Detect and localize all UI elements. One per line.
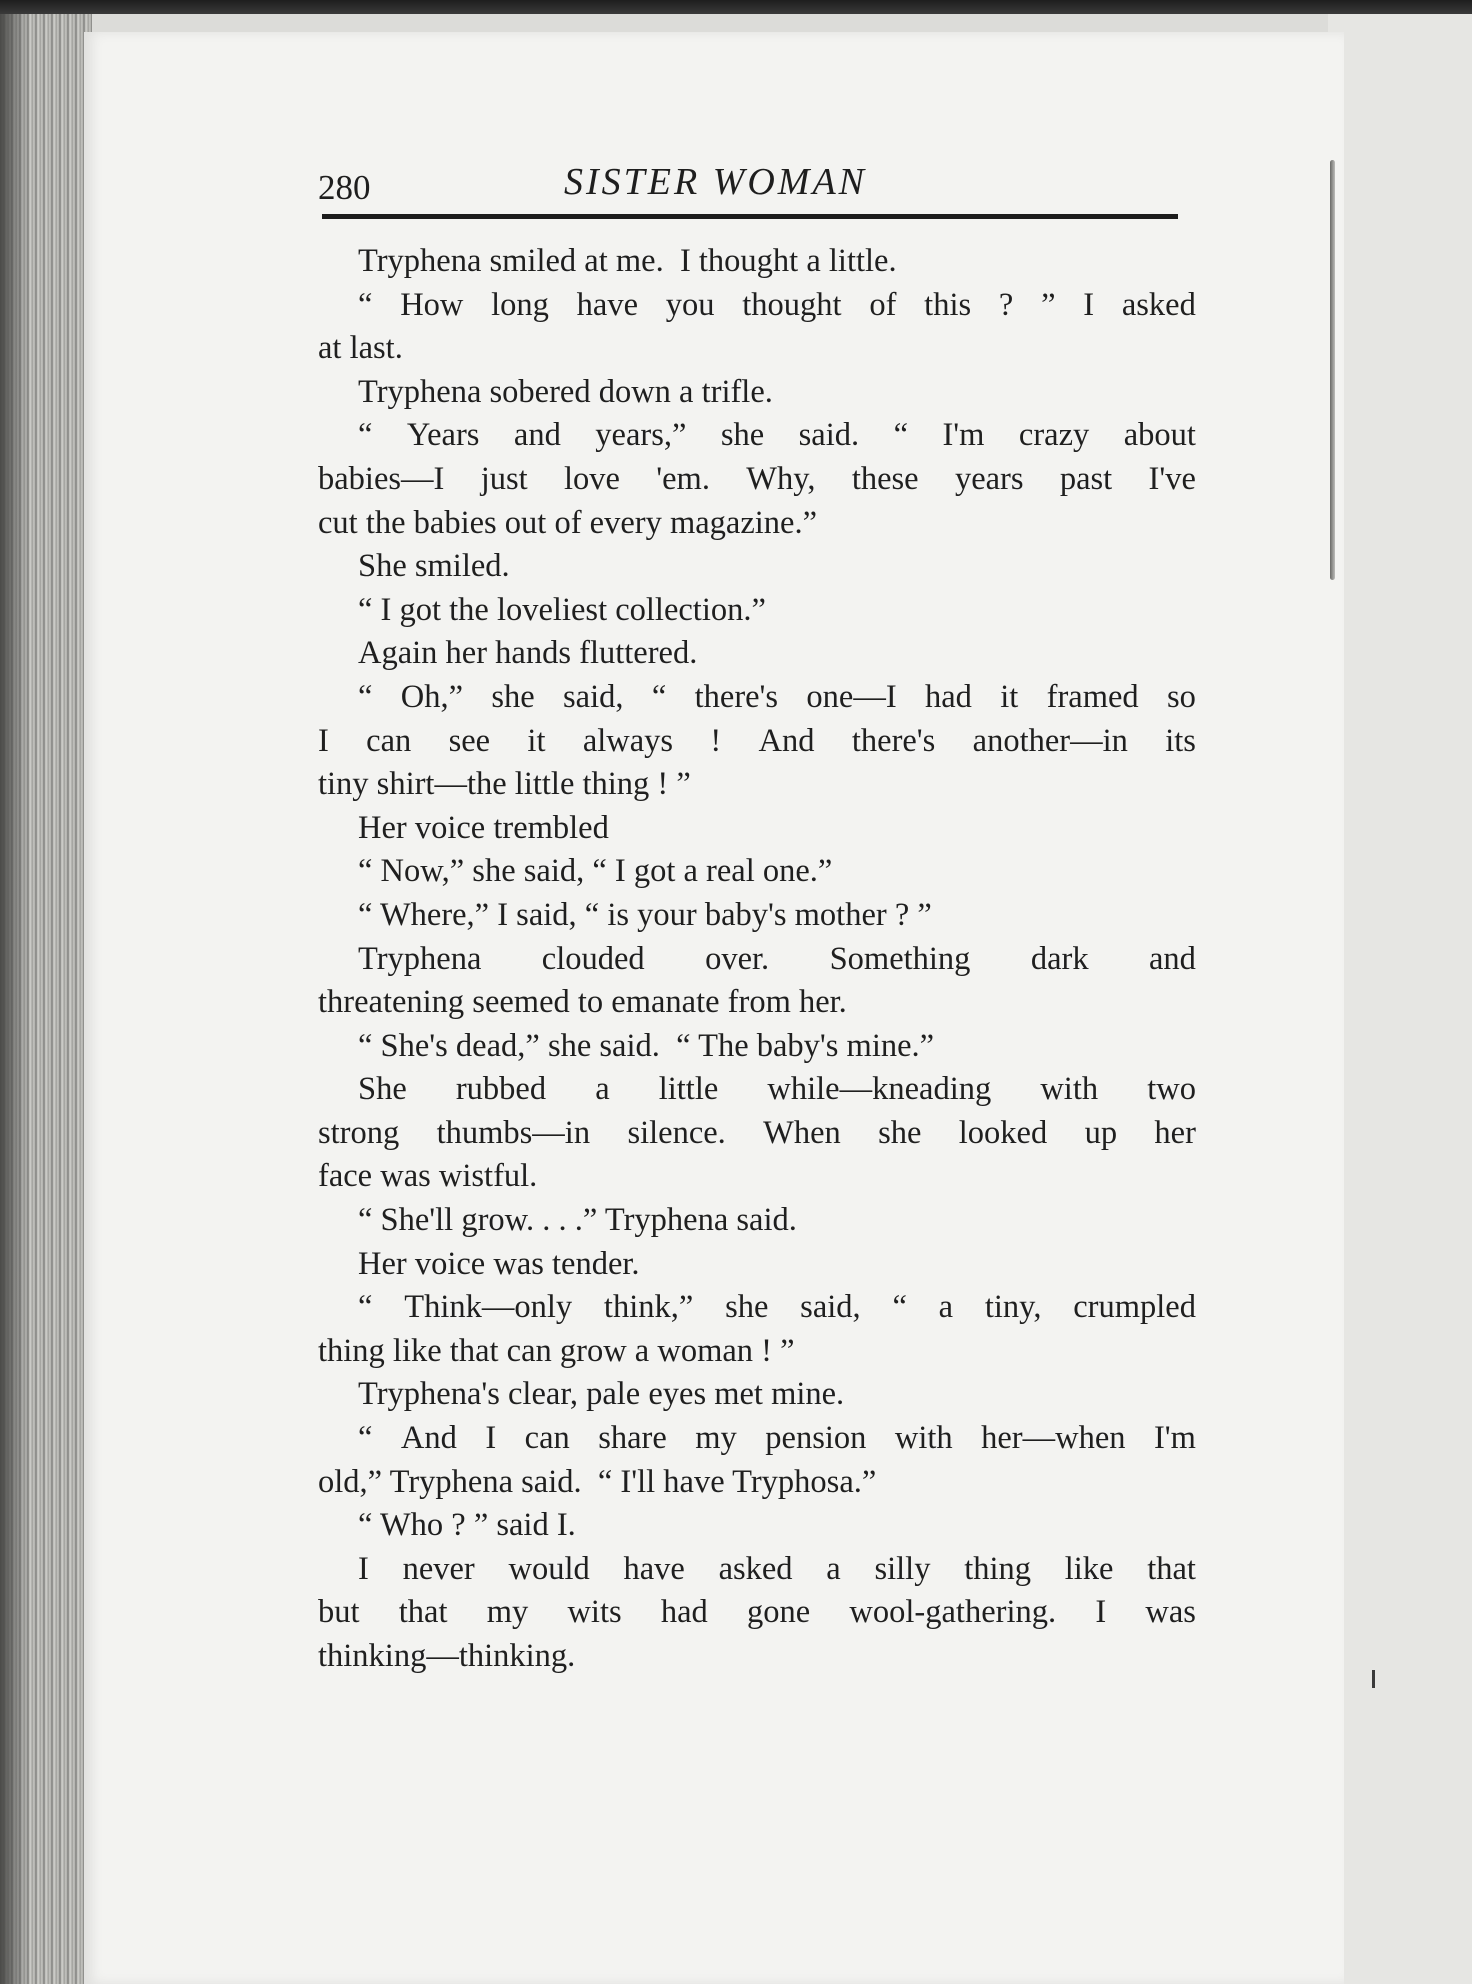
gutter-mark xyxy=(1372,1670,1375,1688)
text-line: “ Where,” I said, “ is your baby's mother ? ” xyxy=(358,896,932,933)
text-line: thing like that can grow a woman ! ” xyxy=(318,1332,795,1369)
text-line: She smiled. xyxy=(358,548,510,585)
scan-top-edge xyxy=(0,0,1472,14)
facing-page-edge xyxy=(1328,14,1472,1984)
text-line: babies—I just love 'em. Why, these years past I've xyxy=(318,460,1196,497)
text-line: “ Think—only think,” she said, “ a tiny, crumpled xyxy=(358,1289,1196,1326)
text-line: but that my wits had gone wool-gathering. I was xyxy=(318,1594,1196,1631)
text-line: Her voice trembled xyxy=(358,809,609,846)
text-line: Her voice was tender. xyxy=(358,1245,640,1282)
running-head xyxy=(318,160,1178,220)
text-line: She rubbed a little while—kneading with two xyxy=(358,1071,1196,1108)
page-stack-shadow xyxy=(0,14,30,1984)
text-line: at last. xyxy=(318,330,403,367)
body-text xyxy=(318,240,1196,1679)
header-rule xyxy=(322,214,1178,219)
text-line: Tryphena smiled at me. I thought a little. xyxy=(358,243,897,279)
text-line: Tryphena clouded over. Something dark and xyxy=(358,940,1196,977)
text-line: “ And I can share my pension with her—when I'm xyxy=(358,1420,1196,1457)
book-title: SISTER WOMAN xyxy=(564,161,868,203)
text-line: threatening seemed to emanate from her. xyxy=(318,984,847,1021)
text-line: “ Who ? ” said I. xyxy=(358,1507,576,1544)
text-line: “ How long have you thought of this ? ” I asked xyxy=(358,286,1196,323)
text-line: I can see it always ! And there's another—in its xyxy=(318,722,1196,759)
text-line: strong thumbs—in silence. When she looked up her xyxy=(318,1114,1196,1151)
text-line: “ Years and years,” she said. “ I'm crazy about xyxy=(358,417,1196,454)
text-line: Tryphena sobered down a trifle. xyxy=(358,373,773,410)
text-line: cut the babies out of every magazine.” xyxy=(318,504,818,541)
text-line: thinking—thinking. xyxy=(318,1638,576,1674)
text-line: “ Oh,” she said, “ there's one—I had it framed so xyxy=(358,678,1196,715)
text-line: face was wistful. xyxy=(318,1158,538,1195)
text-line: “ She'll grow. . . .” Tryphena said. xyxy=(358,1202,797,1239)
gutter-line xyxy=(1330,160,1335,580)
text-line: “ I got the loveliest collection.” xyxy=(358,591,766,628)
text-line: tiny shirt—the little thing ! ” xyxy=(318,766,691,803)
text-line: Tryphena's clear, pale eyes met mine. xyxy=(358,1376,845,1413)
page-number: 280 xyxy=(318,168,371,207)
text-line: old,” Tryphena said. “ I'll have Tryphosa.” xyxy=(318,1463,877,1500)
text-line: “ Now,” she said, “ I got a real one.” xyxy=(358,853,833,890)
text-line: “ She's dead,” she said. “ The baby's mine.” xyxy=(358,1027,935,1064)
text-line: I never would have asked a silly thing like that xyxy=(358,1550,1196,1587)
text-line: Again her hands fluttered. xyxy=(358,635,698,672)
